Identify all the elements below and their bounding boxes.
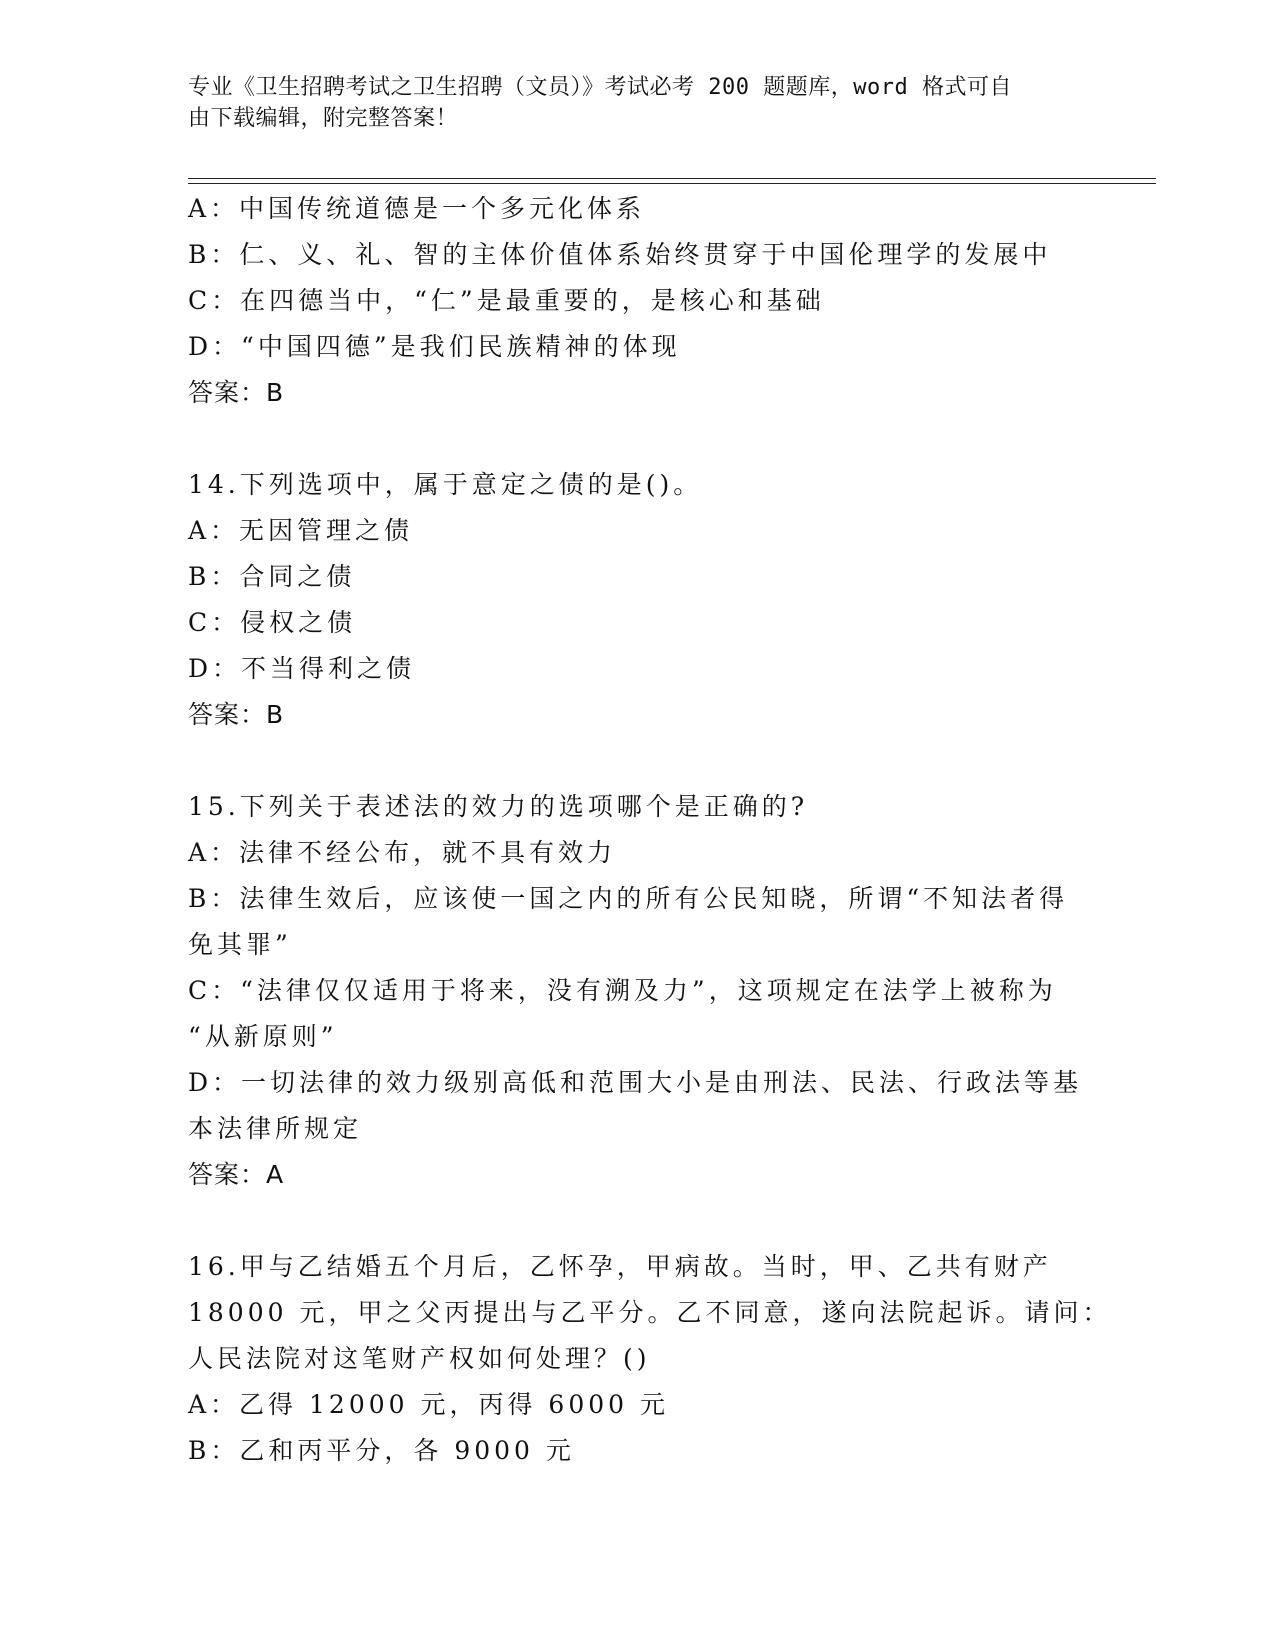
answer: 答案：B <box>188 378 285 407</box>
option-d: D：不当得利之债 <box>188 654 416 683</box>
option-d: D：“中国四德”是我们民族精神的体现 <box>188 332 681 361</box>
option-b-continued: 免其罪” <box>188 930 292 959</box>
question-list <box>188 186 1112 1474</box>
question-stem-line-1: 16.甲与乙结婚五个月后，乙怀孕，甲病故。当时，甲、乙共有财产 <box>188 1252 1052 1281</box>
option-d-continued: 本法律所规定 <box>188 1114 363 1143</box>
header-line-1: 专业《卫生招聘考试之卫生招聘（文员）》考试必考 200 题题库，word 格式可自 <box>188 75 1012 100</box>
option-b: B：仁、义、礼、智的主体价值体系始终贯穿于中国伦理学的发展中 <box>188 240 1052 269</box>
option-c-continued: “从新原则” <box>188 1022 338 1051</box>
option-d: D：一切法律的效力级别高低和范围大小是由刑法、民法、行政法等基 <box>188 1068 1083 1097</box>
header-divider-bottom <box>188 183 1156 184</box>
option-b: B：法律生效后，应该使一国之内的所有公民知晓，所谓“不知法者得 <box>188 884 1069 913</box>
option-c: C：“法律仅仅适用于将来，没有溯及力”，这项规定在法学上被称为 <box>188 976 1057 1005</box>
question-16 <box>188 1244 1112 1474</box>
option-a: A：乙得 12000 元，丙得 6000 元 <box>188 1390 669 1419</box>
option-a: A：法律不经公布，就不具有效力 <box>188 838 617 867</box>
question-15 <box>188 784 1088 1198</box>
document-header <box>188 72 1068 134</box>
option-a: A：中国传统道德是一个多元化体系 <box>188 194 646 223</box>
option-b: B：乙和丙平分，各 9000 元 <box>188 1436 575 1465</box>
option-b: B：合同之债 <box>188 562 356 591</box>
option-c: C：侵权之债 <box>188 608 357 637</box>
answer: 答案：A <box>188 1160 285 1189</box>
question-stem-line-2: 18000 元，甲之父丙提出与乙平分。乙不同意，遂向法院起诉。请问： <box>188 1298 1112 1327</box>
question-14 <box>188 462 1088 738</box>
question-stem: 15.下列关于表述法的效力的选项哪个是正确的? <box>188 792 809 821</box>
header-divider-top <box>188 178 1156 179</box>
answer: 答案：B <box>188 700 285 729</box>
question-stem-line-3: 人民法院对这笔财产权如何处理？() <box>188 1344 651 1373</box>
question-stem: 14.下列选项中，属于意定之债的是()。 <box>188 470 703 499</box>
option-c: C：在四德当中，“仁”是最重要的，是核心和基础 <box>188 286 825 315</box>
header-line-2: 由下载编辑，附完整答案！ <box>188 106 459 131</box>
question-13 <box>188 186 1088 416</box>
option-a: A：无因管理之债 <box>188 516 414 545</box>
